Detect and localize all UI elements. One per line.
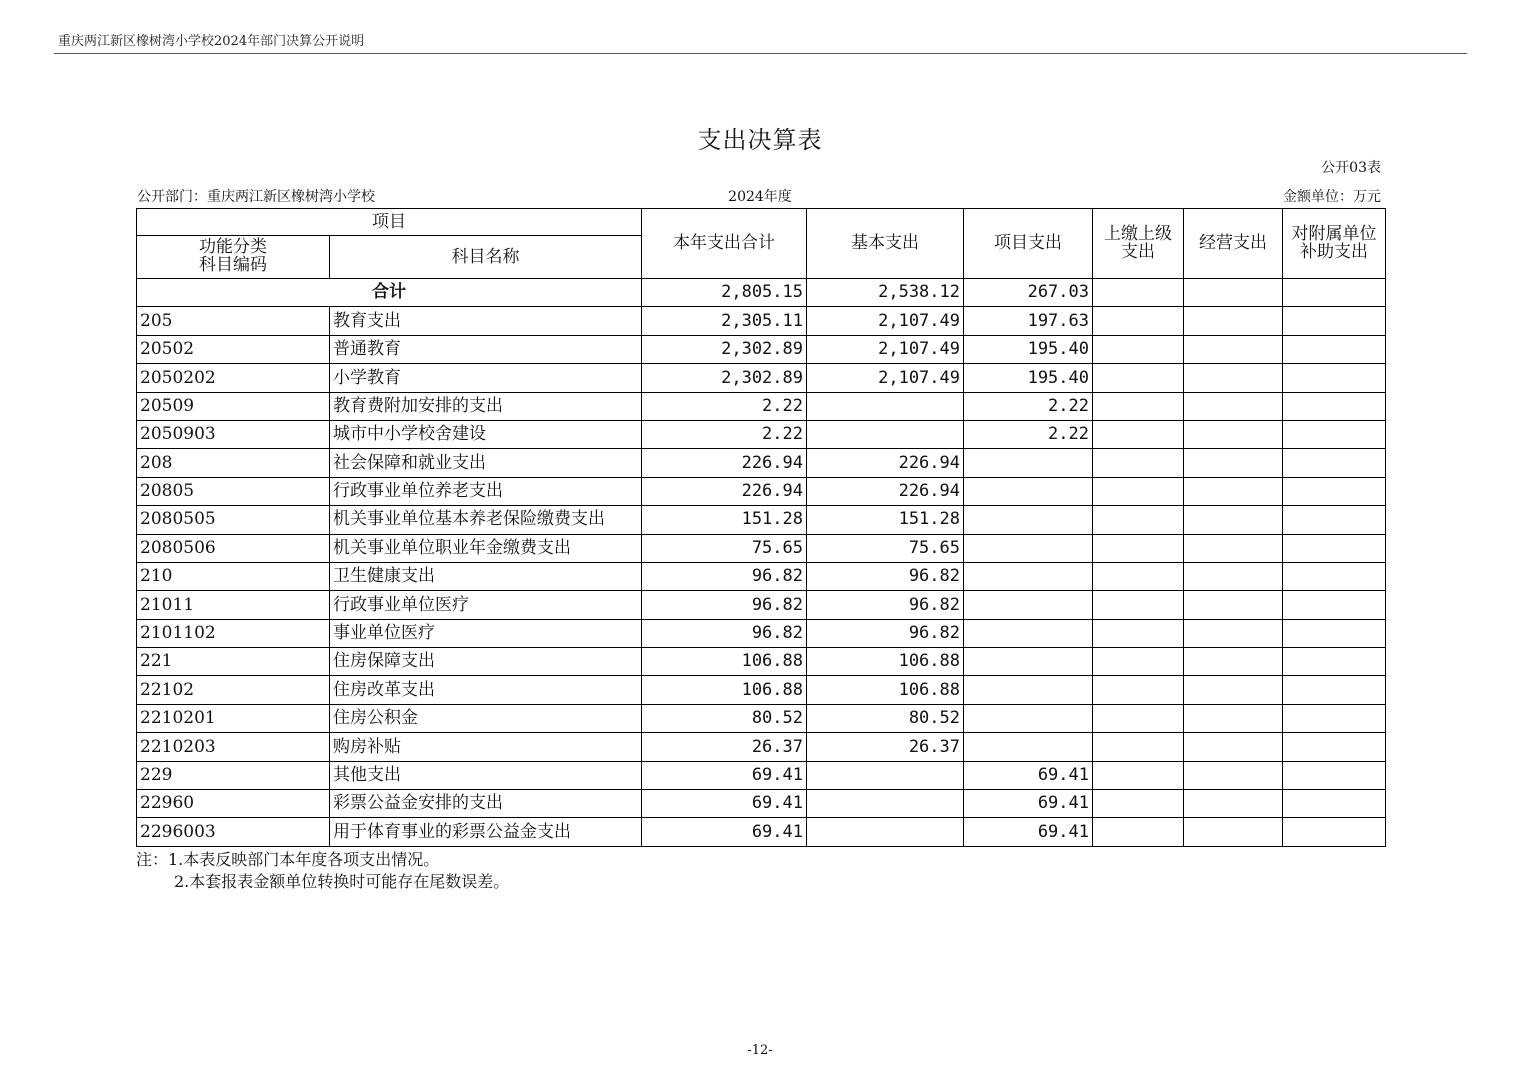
cell-total: 2,302.89	[642, 335, 807, 363]
cell-basic: 2,107.49	[807, 364, 964, 392]
cell-upper	[1093, 648, 1184, 676]
cell-code: 20509	[137, 392, 330, 420]
cell-total: 69.41	[642, 790, 807, 818]
cell-project	[964, 591, 1093, 619]
table-row	[137, 704, 1386, 732]
header-item: 项目	[137, 209, 642, 236]
cell-project	[964, 733, 1093, 761]
table-row	[137, 392, 1386, 420]
cell-subsidy	[1283, 392, 1386, 420]
cell-code: 20805	[137, 477, 330, 505]
cell-code: 21011	[137, 591, 330, 619]
table-row	[137, 591, 1386, 619]
amount-unit: 金额单位：万元	[1283, 189, 1381, 205]
table-row	[137, 506, 1386, 534]
cell-upper	[1093, 506, 1184, 534]
cell-name: 机关事业单位职业年金缴费支出	[330, 534, 642, 562]
cell-subsidy	[1283, 307, 1386, 335]
cell-upper	[1093, 790, 1184, 818]
cell-business	[1184, 534, 1283, 562]
cell-subsidy	[1283, 420, 1386, 448]
cell-upper	[1093, 761, 1184, 789]
cell-upper	[1093, 591, 1184, 619]
cell-business	[1184, 420, 1283, 448]
cell-name: 社会保障和就业支出	[330, 449, 642, 477]
cell-total: 69.41	[642, 818, 807, 846]
cell-name: 彩票公益金安排的支出	[330, 790, 642, 818]
total-basic: 2,538.12	[807, 279, 964, 307]
cell-upper	[1093, 733, 1184, 761]
table-row	[137, 477, 1386, 505]
cell-subsidy	[1283, 534, 1386, 562]
total-row	[137, 279, 1386, 307]
cell-business	[1184, 818, 1283, 846]
cell-basic: 226.94	[807, 477, 964, 505]
table-row	[137, 818, 1386, 846]
cell-code: 208	[137, 449, 330, 477]
cell-project	[964, 506, 1093, 534]
cell-basic: 96.82	[807, 619, 964, 647]
cell-project: 197.63	[964, 307, 1093, 335]
cell-total: 2.22	[642, 420, 807, 448]
table-row	[137, 449, 1386, 477]
cell-project	[964, 619, 1093, 647]
cell-upper	[1093, 676, 1184, 704]
cell-project: 69.41	[964, 790, 1093, 818]
cell-business	[1184, 790, 1283, 818]
cell-project: 195.40	[964, 364, 1093, 392]
cell-subsidy	[1283, 619, 1386, 647]
cell-name: 行政事业单位医疗	[330, 591, 642, 619]
cell-name: 行政事业单位养老支出	[330, 477, 642, 505]
cell-business	[1184, 704, 1283, 732]
cell-basic	[807, 420, 964, 448]
cell-subsidy	[1283, 562, 1386, 590]
header-total: 本年支出合计	[642, 209, 807, 279]
cell-total: 226.94	[642, 477, 807, 505]
cell-total: 96.82	[642, 562, 807, 590]
cell-subsidy	[1283, 477, 1386, 505]
cell-upper	[1093, 307, 1184, 335]
cell-code: 2210201	[137, 704, 330, 732]
cell-code: 2050202	[137, 364, 330, 392]
cell-business	[1184, 733, 1283, 761]
cell-code: 221	[137, 648, 330, 676]
form-number: 公开03表	[1321, 160, 1381, 176]
cell-code: 20502	[137, 335, 330, 363]
cell-name: 购房补贴	[330, 733, 642, 761]
header-code: 功能分类 科目编码	[137, 236, 330, 279]
cell-upper	[1093, 818, 1184, 846]
cell-upper	[1093, 449, 1184, 477]
cell-basic	[807, 392, 964, 420]
cell-project	[964, 477, 1093, 505]
cell-subsidy	[1283, 364, 1386, 392]
department-label: 公开部门：重庆两江新区橡树湾小学校	[137, 189, 375, 205]
cell-subsidy	[1283, 591, 1386, 619]
cell-total: 2.22	[642, 392, 807, 420]
cell-basic	[807, 761, 964, 789]
cell-name: 住房改革支出	[330, 676, 642, 704]
table-row	[137, 534, 1386, 562]
cell-name: 卫生健康支出	[330, 562, 642, 590]
total-subsidy	[1283, 279, 1386, 307]
cell-code: 2050903	[137, 420, 330, 448]
cell-code: 2296003	[137, 818, 330, 846]
cell-project	[964, 534, 1093, 562]
page-title: 支出决算表	[697, 126, 823, 154]
cell-business	[1184, 364, 1283, 392]
cell-name: 住房公积金	[330, 704, 642, 732]
cell-upper	[1093, 364, 1184, 392]
cell-business	[1184, 477, 1283, 505]
cell-project: 2.22	[964, 392, 1093, 420]
cell-basic: 96.82	[807, 591, 964, 619]
cell-project	[964, 676, 1093, 704]
cell-project: 69.41	[964, 761, 1093, 789]
cell-upper	[1093, 534, 1184, 562]
cell-basic: 26.37	[807, 733, 964, 761]
cell-code: 22102	[137, 676, 330, 704]
cell-basic: 226.94	[807, 449, 964, 477]
cell-subsidy	[1283, 704, 1386, 732]
cell-upper	[1093, 704, 1184, 732]
table-row	[137, 307, 1386, 335]
table-row	[137, 676, 1386, 704]
cell-business	[1184, 392, 1283, 420]
header-business: 经营支出	[1184, 209, 1283, 279]
cell-code: 2080505	[137, 506, 330, 534]
cell-subsidy	[1283, 335, 1386, 363]
cell-project	[964, 562, 1093, 590]
cell-project: 69.41	[964, 818, 1093, 846]
total-upper	[1093, 279, 1184, 307]
cell-name: 机关事业单位基本养老保险缴费支出	[330, 506, 642, 534]
cell-name: 住房保障支出	[330, 648, 642, 676]
cell-name: 城市中小学校舍建设	[330, 420, 642, 448]
cell-name: 教育费附加安排的支出	[330, 392, 642, 420]
cell-subsidy	[1283, 818, 1386, 846]
table-row	[137, 619, 1386, 647]
cell-basic	[807, 790, 964, 818]
cell-code: 2101102	[137, 619, 330, 647]
cell-basic: 80.52	[807, 704, 964, 732]
note-line-1: 注：1.本表反映部门本年度各项支出情况。	[136, 850, 440, 869]
table-notes	[136, 849, 509, 893]
cell-project: 195.40	[964, 335, 1093, 363]
total-project: 267.03	[964, 279, 1093, 307]
cell-upper	[1093, 392, 1184, 420]
cell-business	[1184, 676, 1283, 704]
cell-business	[1184, 506, 1283, 534]
cell-total: 69.41	[642, 761, 807, 789]
cell-subsidy	[1283, 648, 1386, 676]
cell-total: 151.28	[642, 506, 807, 534]
header-basic: 基本支出	[807, 209, 964, 279]
header-project: 项目支出	[964, 209, 1093, 279]
table-row	[137, 648, 1386, 676]
header-upper: 上缴上级 支出	[1093, 209, 1184, 279]
cell-basic: 96.82	[807, 562, 964, 590]
cell-total: 106.88	[642, 648, 807, 676]
table-row	[137, 733, 1386, 761]
cell-subsidy	[1283, 733, 1386, 761]
cell-code: 22960	[137, 790, 330, 818]
cell-business	[1184, 761, 1283, 789]
table-row	[137, 420, 1386, 448]
cell-basic: 151.28	[807, 506, 964, 534]
cell-subsidy	[1283, 790, 1386, 818]
table-row	[137, 790, 1386, 818]
table-row	[137, 335, 1386, 363]
cell-code: 229	[137, 761, 330, 789]
cell-subsidy	[1283, 449, 1386, 477]
table-body	[137, 279, 1386, 847]
cell-code: 2080506	[137, 534, 330, 562]
cell-business	[1184, 307, 1283, 335]
cell-basic	[807, 818, 964, 846]
cell-basic: 75.65	[807, 534, 964, 562]
page-number: -12-	[747, 1043, 773, 1058]
cell-upper	[1093, 335, 1184, 363]
cell-total: 26.37	[642, 733, 807, 761]
cell-basic: 106.88	[807, 648, 964, 676]
cell-basic: 106.88	[807, 676, 964, 704]
document-header: 重庆两江新区橡树湾小学校2024年部门决算公开说明	[58, 34, 365, 49]
cell-total: 80.52	[642, 704, 807, 732]
cell-subsidy	[1283, 506, 1386, 534]
cell-upper	[1093, 420, 1184, 448]
cell-total: 2,305.11	[642, 307, 807, 335]
cell-basic: 2,107.49	[807, 307, 964, 335]
cell-total: 226.94	[642, 449, 807, 477]
header-divider	[54, 53, 1467, 54]
cell-name: 用于体育事业的彩票公益金支出	[330, 818, 642, 846]
header-name: 科目名称	[330, 236, 642, 279]
expenditure-table	[136, 208, 1386, 847]
cell-name: 其他支出	[330, 761, 642, 789]
cell-code: 205	[137, 307, 330, 335]
total-amount: 2,805.15	[642, 279, 807, 307]
cell-total: 106.88	[642, 676, 807, 704]
cell-project	[964, 648, 1093, 676]
fiscal-year: 2024年度	[728, 189, 792, 205]
cell-business	[1184, 449, 1283, 477]
cell-business	[1184, 591, 1283, 619]
cell-total: 96.82	[642, 619, 807, 647]
cell-subsidy	[1283, 761, 1386, 789]
cell-business	[1184, 335, 1283, 363]
total-label: 合计	[137, 279, 642, 307]
cell-total: 2,302.89	[642, 364, 807, 392]
cell-business	[1184, 619, 1283, 647]
cell-subsidy	[1283, 676, 1386, 704]
cell-name: 教育支出	[330, 307, 642, 335]
cell-total: 96.82	[642, 591, 807, 619]
cell-code: 210	[137, 562, 330, 590]
cell-name: 小学教育	[330, 364, 642, 392]
cell-code: 2210203	[137, 733, 330, 761]
cell-business	[1184, 562, 1283, 590]
cell-upper	[1093, 619, 1184, 647]
table-row	[137, 761, 1386, 789]
cell-project	[964, 449, 1093, 477]
table-row	[137, 562, 1386, 590]
note-line-2: 2.本套报表金额单位转换时可能存在尾数误差。	[174, 872, 510, 891]
table-row	[137, 364, 1386, 392]
cell-project	[964, 704, 1093, 732]
cell-basic: 2,107.49	[807, 335, 964, 363]
cell-name: 普通教育	[330, 335, 642, 363]
cell-business	[1184, 648, 1283, 676]
total-business	[1184, 279, 1283, 307]
cell-upper	[1093, 562, 1184, 590]
cell-project: 2.22	[964, 420, 1093, 448]
header-subsidy: 对附属单位 补助支出	[1283, 209, 1386, 279]
cell-name: 事业单位医疗	[330, 619, 642, 647]
cell-total: 75.65	[642, 534, 807, 562]
cell-upper	[1093, 477, 1184, 505]
